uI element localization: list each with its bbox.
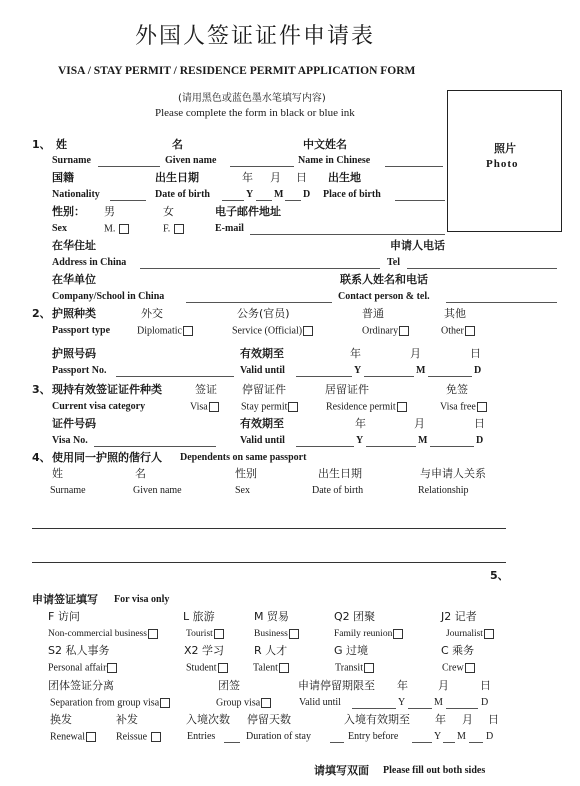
given-name-en: Given name [165,155,217,166]
duration-zh: 停留天数 [247,713,291,726]
ordinary-en: Ordinary [362,325,399,337]
dob-zh: 出生日期 [155,171,199,184]
tel-zh: 申请人电话 [390,239,445,252]
passport-valid-zh: 有效期至 [240,347,284,360]
visa-valid-en: Valid until [240,435,285,446]
stay-valid-en: Valid until [299,697,341,708]
passport-valid-d: D [474,365,482,376]
group-visa-option[interactable] [216,698,271,708]
passport-valid-month-field[interactable] [364,376,414,377]
passport-valid-m: M [416,365,426,376]
dob-d: D [303,189,311,200]
tel-en: Tel [387,257,400,268]
email-field[interactable] [250,234,445,235]
passport-month-zh: 月 [410,347,421,360]
visa-j2-checkbox[interactable] [484,629,494,639]
sex-zh: 性别： [52,205,85,218]
section2-number: 2、 [32,307,51,320]
other-option[interactable] [441,326,475,336]
passport-valid-y: Y [354,365,362,376]
dep-relation-en: Relationship [418,485,469,496]
visa-s2-checkbox[interactable] [107,663,117,673]
reissue-zh: 补发 [116,713,138,726]
visa-free-checkbox[interactable] [477,402,487,412]
dep-dob-en: Date of birth [312,485,364,496]
visa-only-zh: 申请签证填写 [32,593,98,606]
stay-permit-checkbox[interactable] [288,402,298,412]
visa-r-option[interactable] [253,663,289,673]
diplomatic-option[interactable] [137,326,193,336]
entry-before-y: Y [434,731,442,742]
current-visa-zh: 现持有效签证证件种类 [52,383,162,396]
footer-zh: 请填写双面 [314,764,369,777]
visa-f-checkbox[interactable] [148,629,158,639]
visa-m-option[interactable] [254,629,299,640]
visa-c-en: Crew [442,662,464,674]
stay-permit-zh: 停留证件 [242,383,286,396]
visa-valid-d: D [476,435,484,446]
passport-valid-year-field[interactable] [296,376,352,377]
residence-permit-checkbox[interactable] [397,402,407,412]
stay-valid-d: D [481,697,489,708]
passport-valid-en: Valid until [240,365,285,376]
dob-month-zh: 月 [270,171,281,184]
group-split-en: Separation from group visa [50,697,160,709]
group-visa-en: Group visa [216,697,261,709]
female-option[interactable] [163,224,184,234]
visa-x2-zh: X2 学习 [184,644,225,657]
female-checkbox[interactable] [174,224,184,234]
dep-sex-en: Sex [235,485,250,496]
stay-permit-option[interactable] [241,402,298,412]
visa-valid-m: M [418,435,428,446]
male-zh: 男 [104,205,115,218]
dob-y: Y [246,189,254,200]
stay-valid-m: M [434,697,443,708]
section3-number: 3、 [32,383,51,396]
visa-x2-checkbox[interactable] [218,663,228,673]
section4-number: 4、 [32,451,51,464]
visa-l-checkbox[interactable] [214,629,224,639]
stay-limit-month-zh: 月 [438,679,449,692]
other-en: Other [441,325,464,337]
visa-g-option[interactable] [335,663,374,673]
visa-f-en: Non-commercial business [48,629,147,640]
entry-before-day-field[interactable] [469,742,483,743]
diplomatic-en: Diplomatic [137,325,182,337]
company-zh: 在华单位 [52,273,96,286]
dep-dob-zh: 出生日期 [318,467,362,480]
diplomatic-checkbox[interactable] [183,326,193,336]
visa-option[interactable] [190,402,219,412]
visa-g-en: Transit [335,662,363,674]
place-of-birth-zh: 出生地 [328,171,361,184]
visa-zh: 签证 [195,383,217,396]
stay-valid-y: Y [398,697,406,708]
stay-permit-en: Stay permit [241,401,288,413]
visa-l-zh: L 旅游 [183,610,215,623]
photo-label-en: Photo [486,158,519,170]
group-visa-zh: 团签 [218,679,240,692]
dep-surname-en: Surname [50,485,86,496]
entry-before-month-zh: 月 [462,713,473,726]
place-of-birth-en: Place of birth [323,189,381,200]
service-zh: 公务(官员) [237,307,290,320]
dependents-zh: 使用同一护照的偕行人 [52,451,162,464]
entry-before-month-field[interactable] [443,742,455,743]
photo-label-zh: 照片 [494,142,516,155]
female-zh: 女 [163,205,174,218]
visa-c-checkbox[interactable] [465,663,475,673]
visa-en: Visa [190,401,208,413]
visa-l-en: Tourist [186,629,213,640]
entry-before-m: M [457,731,466,742]
given-name-zh: 名 [172,138,183,151]
surname-zh: 姓 [56,138,67,151]
stay-limit-year-zh: 年 [397,679,408,692]
service-option[interactable] [232,326,313,336]
group-split-option[interactable] [50,698,170,708]
given-name-field[interactable] [230,166,294,167]
visa-r-checkbox[interactable] [279,663,289,673]
group-split-checkbox[interactable] [160,698,170,708]
reissue-option[interactable] [116,732,161,742]
visa-valid-year-field[interactable] [296,446,354,447]
visa-j2-option[interactable] [446,629,494,640]
nationality-en: Nationality [52,189,100,200]
visa-free-option[interactable] [440,402,487,412]
male-en: M. [104,223,116,235]
place-of-birth-field[interactable] [395,200,445,201]
current-visa-en: Current visa category [52,401,146,412]
chinese-name-field[interactable] [385,166,443,167]
dependent-row-2[interactable] [32,562,506,563]
visa-m-zh: M 贸易 [254,610,289,623]
visa-r-zh: R 人才 [254,644,288,657]
chinese-name-en: Name in Chinese [298,155,371,166]
passport-number-en: Passport No. [52,365,107,376]
passport-number-zh: 护照号码 [52,347,96,360]
nationality-field[interactable] [110,200,146,201]
entry-before-year-field[interactable] [412,742,432,743]
visa-q2-zh: Q2 团聚 [334,610,376,623]
surname-en: Surname [52,155,91,166]
entries-zh: 入境次数 [186,713,230,726]
address-zh: 在华住址 [52,239,96,252]
visa-valid-y: Y [356,435,364,446]
reissue-checkbox[interactable] [151,732,161,742]
visa-f-zh: F 访问 [48,610,80,623]
nationality-zh: 国籍 [52,171,74,184]
duration-en: Duration of stay [246,731,311,742]
stay-valid-month-field[interactable] [408,708,432,709]
dep-relation-zh: 与申请人关系 [420,467,486,480]
address-en: Address in China [52,257,127,268]
address-field[interactable] [140,268,380,269]
visa-s2-option[interactable] [48,663,117,673]
visa-r-en: Talent [253,662,278,674]
dependents-en: Dependents on same passport [180,452,307,463]
visa-number-en: Visa No. [52,435,88,446]
visa-s2-en: Personal affair [48,662,107,674]
section5-number: 5、 [490,569,509,582]
instruction-zh: (请用黑色或蓝色墨水笔填写内容) [178,93,326,104]
renew-zh: 换发 [50,713,72,726]
dep-given-en: Given name [133,485,182,496]
passport-day-zh: 日 [470,347,481,360]
visa-j2-zh: J2 记者 [441,610,477,623]
visa-j2-en: Journalist [446,629,483,640]
residence-permit-zh: 居留证件 [325,383,369,396]
photo-box[interactable] [447,90,562,232]
dep-given-zh: 名 [135,467,146,480]
service-checkbox[interactable] [303,326,313,336]
form-title-en: VISA / STAY PERMIT / RESIDENCE PERMIT APPLICATION FORM [58,65,416,77]
visa-x2-option[interactable] [186,663,228,673]
male-checkbox[interactable] [119,224,129,234]
visa-valid-day-field[interactable] [430,446,474,447]
stay-limit-zh: 申请停留期限至 [298,679,375,692]
surname-field[interactable] [98,166,160,167]
passport-type-en: Passport type [52,325,111,336]
dob-year-zh: 年 [242,171,253,184]
residence-permit-en: Residence permit [326,401,396,413]
dep-surname-zh: 姓 [52,467,63,480]
visa-day-zh: 日 [474,417,485,430]
contact-zh: 联系人姓名和电话 [340,273,428,286]
visa-l-option[interactable] [186,629,224,640]
entries-en: Entries [187,731,216,742]
residence-permit-option[interactable] [326,402,407,412]
visa-q2-checkbox[interactable] [393,629,403,639]
passport-number-field[interactable] [116,376,234,377]
dob-month-field[interactable] [256,200,272,201]
visa-q2-en: Family reunion [334,629,393,640]
section1-number: 1、 [32,138,51,151]
form-title-zh: 外国人签证证件申请表 [135,24,376,49]
visa-x2-en: Student [186,662,217,674]
female-en: F. [163,223,171,235]
contact-en: Contact person & tel. [338,291,430,302]
footer-en: Please fill out both sides [383,765,486,776]
email-zh: 电子邮件地址 [215,205,281,218]
passport-year-zh: 年 [350,347,361,360]
sex-en: Sex [52,223,67,234]
company-en: Company/School in China [52,291,165,302]
other-zh: 其他 [444,307,466,320]
ordinary-checkbox[interactable] [399,326,409,336]
other-checkbox[interactable] [465,326,475,336]
visa-q2-option[interactable] [334,629,403,640]
visa-month-zh: 月 [414,417,425,430]
passport-type-zh: 护照种类 [52,307,96,320]
service-en: Service (Official) [232,325,303,337]
dob-year-field[interactable] [222,200,244,201]
reissue-en: Reissue [116,731,148,743]
company-field[interactable] [186,302,332,303]
visa-valid-zh: 有效期至 [240,417,284,430]
passport-valid-day-field[interactable] [428,376,472,377]
visa-g-checkbox[interactable] [364,663,374,673]
entry-before-year-zh: 年 [435,713,446,726]
visa-free-zh: 免签 [446,383,468,396]
dob-day-zh: 日 [296,171,307,184]
visa-number-zh: 证件号码 [52,417,96,430]
male-option[interactable] [104,224,129,234]
ordinary-option[interactable] [362,326,409,336]
visa-f-option[interactable] [48,629,158,640]
dependent-row-1[interactable] [32,528,506,529]
renew-en: Renewal [50,731,85,743]
entries-field[interactable] [224,742,240,743]
renew-option[interactable] [50,732,96,742]
dob-day-field[interactable] [285,200,301,201]
visa-m-en: Business [254,629,288,640]
stay-valid-day-field[interactable] [446,708,478,709]
visa-valid-month-field[interactable] [366,446,416,447]
visa-s2-zh: S2 私人事务 [48,644,110,657]
entry-before-en: Entry before [348,731,399,742]
visa-only-en: For visa only [114,594,170,605]
stay-limit-day-zh: 日 [480,679,491,692]
email-en: E-mail [215,223,244,234]
dob-m: M [274,189,284,200]
entry-before-d: D [486,731,494,742]
instruction-en: Please complete the form in black or blue ink [155,107,355,119]
visa-year-zh: 年 [355,417,366,430]
ordinary-zh: 普通 [362,307,384,320]
contact-field[interactable] [446,302,557,303]
duration-field[interactable] [330,742,344,743]
dob-en: Date of birth [155,189,210,200]
stay-valid-year-field[interactable] [352,708,396,709]
renew-checkbox[interactable] [86,732,96,742]
dep-sex-zh: 性别 [235,467,257,480]
visa-checkbox[interactable] [209,402,219,412]
diplomatic-zh: 外交 [141,307,163,320]
chinese-name-zh: 中文姓名 [303,138,347,151]
entry-before-zh: 入境有效期至 [344,713,410,726]
visa-m-checkbox[interactable] [289,629,299,639]
entry-before-day-zh: 日 [488,713,499,726]
visa-g-zh: G 过境 [334,644,369,657]
group-split-zh: 团体签证分离 [48,679,114,692]
group-visa-checkbox[interactable] [261,698,271,708]
visa-c-option[interactable] [442,663,475,673]
visa-c-zh: C 乘务 [441,644,475,657]
tel-field[interactable] [407,268,557,269]
visa-free-en: Visa free [440,401,476,413]
visa-number-field[interactable] [94,446,216,447]
